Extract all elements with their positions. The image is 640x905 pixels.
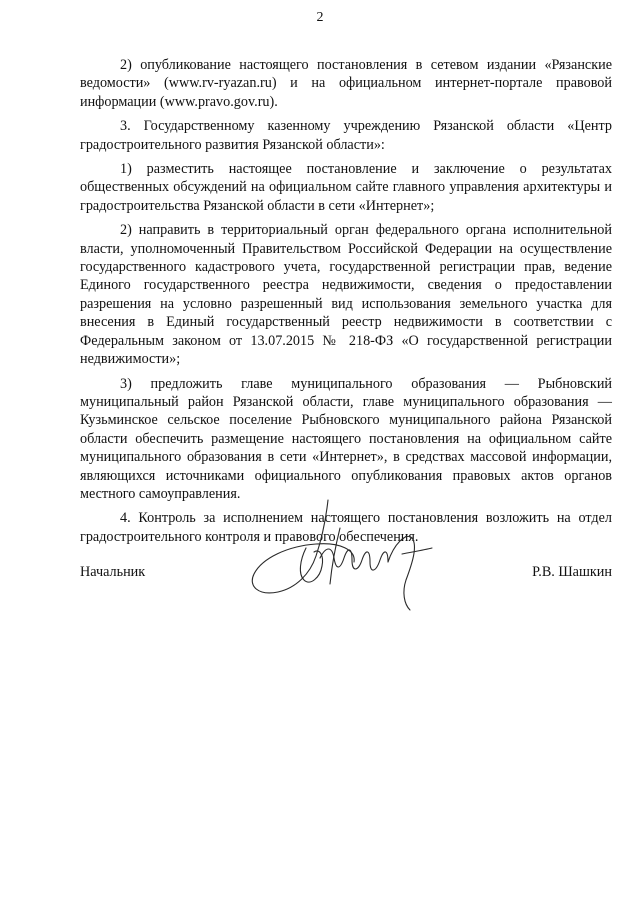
paragraph-publication: 2) опубликование настоящего постановления в сетевом издании «Рязанские ведомости» (www.rv-ryazan.ru) и на официальном интернет-портале правовой информации (www.pravo.gov.ru). [80,57,612,110]
signatory-name: Р.В. Шашкин [532,564,612,580]
paragraph-item-3-3: 3) предложить главе муниципального образования — Рыбновский муниципальный район Рязанской области, главе муниципального образования — Кузьминское сельское поселение Рыбновского муниципального района Рязанской области обеспечить размещение настоящего постановления на официальном сайте муниципального образования в сети «Интернет», в средствах массовой информации, являющихся источниками официального опубликования правовых актов органов местного самоуправления. [80,375,612,502]
signatory-position: Начальник [80,564,146,580]
paragraph-item-3: 3. Государственному казенному учреждению Рязанской области «Центр градостроительного развития Рязанской области»: [80,118,612,153]
paragraph-item-4: 4. Контроль за исполнением настоящего постановления возложить на отдел градостроительного контроля и правового обеспечения. [80,510,612,545]
document-body [80,56,612,552]
paragraph-item-3-1: 1) разместить настоящее постановление и заключение о результатах общественных обсуждений на официальном сайте главного управления архитектуры и градостроительства Рязанской области в сети «Интернет»; [80,161,612,214]
paragraph-item-3-2: 2) направить в территориальный орган федерального органа исполнительной власти, уполномоченный Правительством Российской Федерации на осуществление государственного кадастрового учета, государственной регистрации прав, ведение Единого государственного реестра недвижимости, сведения о предоставлении разрешения на условно разрешенный вид использования земельного участка для внесения в Единый государственный реестр недвижимости в соответствии с Федеральным законом от 13.07.2015 № 218-ФЗ «О государственной регистрации недвижимости»; [80,222,612,368]
handwritten-signature [236,488,456,618]
page-number: 2 [316,10,324,25]
